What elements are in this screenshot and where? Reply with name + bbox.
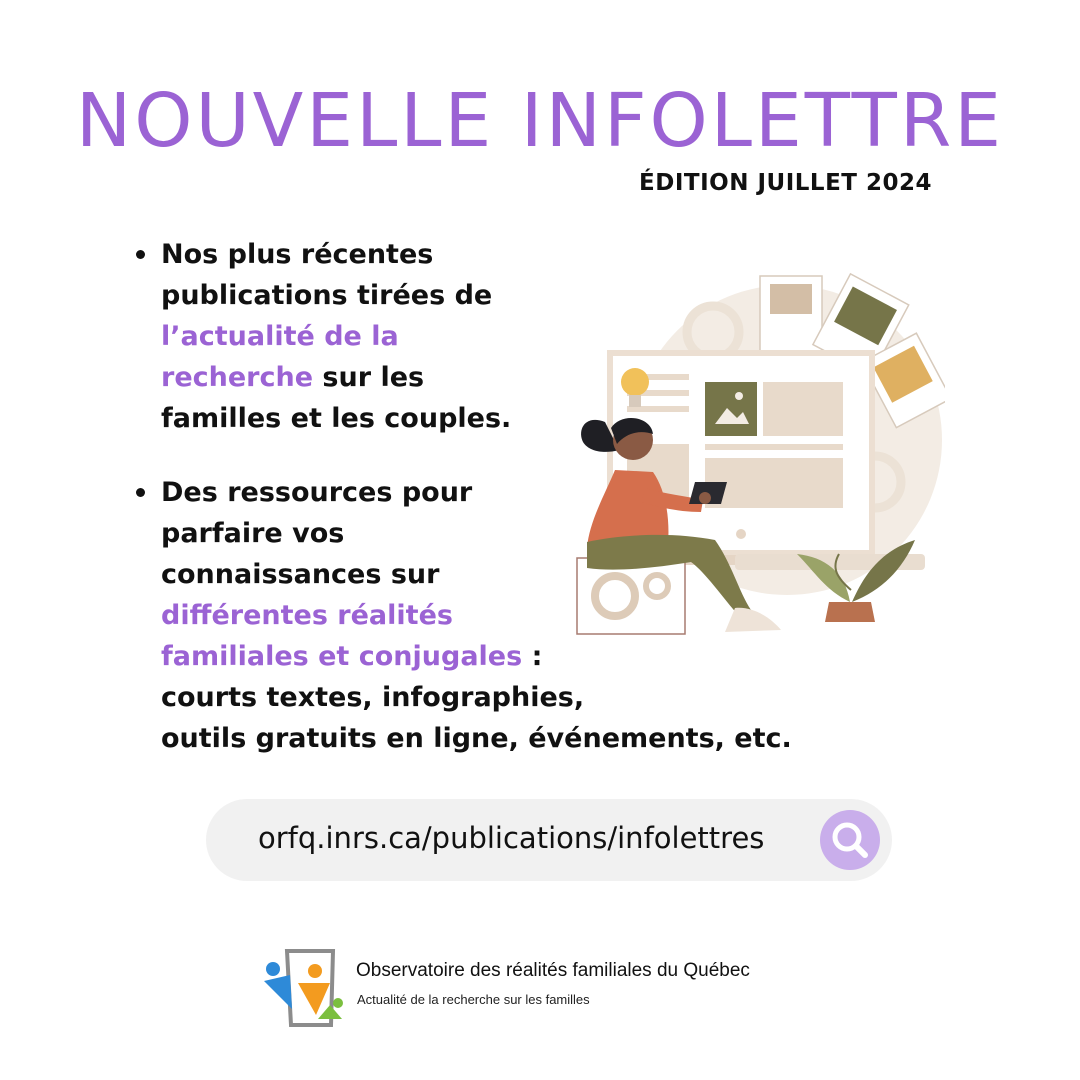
search-icon <box>820 810 880 870</box>
bullet-text: courts textes, infographies, <box>161 682 585 713</box>
newsletter-title: NOUVELLE INFOLETTRE <box>75 78 1005 164</box>
highlight-link: recherche <box>161 362 314 393</box>
highlight-link: l’actualité de la <box>161 321 399 352</box>
woman-with-laptop-illustration <box>575 272 945 637</box>
bullet-text: Des ressources pour <box>161 477 473 508</box>
organization-tagline: Actualité de la recherche sur les familles <box>357 992 590 1007</box>
bullet-dot-icon <box>136 250 145 259</box>
organization-name: Observatoire des réalités familiales du Québec <box>356 960 750 981</box>
bullet-text: outils gratuits en ligne, événements, etc. <box>161 723 792 754</box>
bullet-text: publications tirées de <box>161 280 493 311</box>
edition-label: ÉDITION JUILLET 2024 <box>639 170 932 196</box>
bullet-text: parfaire vos <box>161 518 345 549</box>
bullet-text: connaissances sur <box>161 559 440 590</box>
url-search-bar[interactable] <box>206 799 892 881</box>
highlight-link: différentes réalités <box>161 600 453 631</box>
search-button[interactable] <box>820 810 880 870</box>
bullet-text: familles et les couples. <box>161 403 512 434</box>
highlight-link: familiales et conjugales <box>161 641 523 672</box>
newsletter-url[interactable]: orfq.inrs.ca/publications/infolettres <box>258 821 765 855</box>
bullet-text: Nos plus récentes <box>161 239 434 270</box>
bullet-text: : <box>522 641 543 672</box>
orfq-logo-icon <box>260 945 350 1030</box>
bullet-dot-icon <box>136 488 145 497</box>
bullet-text: sur les <box>313 362 425 393</box>
